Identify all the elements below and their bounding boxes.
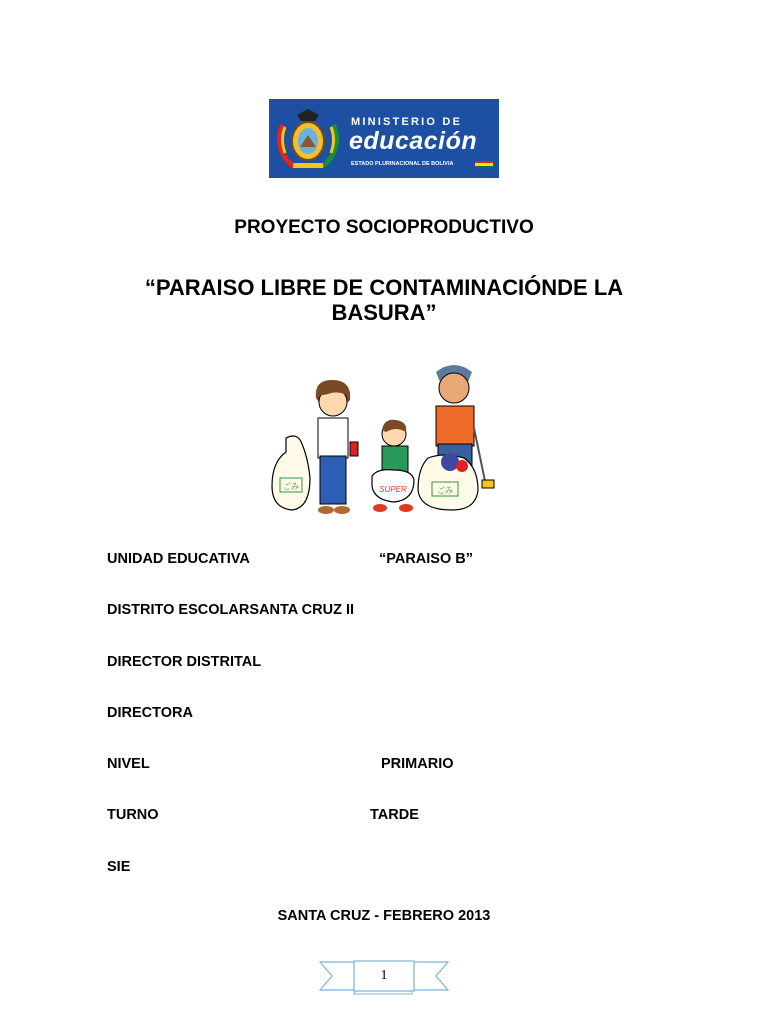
bag-label-middle: SUPER <box>379 485 407 494</box>
turno-value: TARDE <box>370 807 419 823</box>
project-title: “PARAISO LIBRE DE CONTAMINACIÓNDE LA BASURA” <box>144 275 624 325</box>
bolivia-flag-icon <box>475 161 493 168</box>
ministry-logo <box>269 99 499 178</box>
logo-line3: ESTADO PLURINACIONAL DE BOLIVIA <box>351 161 454 167</box>
woman-figure <box>316 380 358 514</box>
sie-label: SIE <box>107 859 131 875</box>
page-number-ribbon <box>318 958 450 996</box>
distrito-escolar: DISTRITO ESCOLARSANTA CRUZ II <box>107 602 355 618</box>
unidad-educativa-label: UNIDAD EDUCATIVA <box>107 551 250 567</box>
coat-of-arms-icon <box>275 105 341 173</box>
bag-label-right: ごみ <box>437 486 453 495</box>
bag-label-left: ごみ <box>283 482 299 491</box>
unidad-educativa-value: “PARAISO B” <box>379 551 473 567</box>
nivel-label: NIVEL <box>107 756 150 772</box>
family-recycling-illustration <box>268 358 500 520</box>
directora-label: DIRECTORA <box>107 705 193 721</box>
page-number: 1 <box>380 968 388 983</box>
child-figure <box>372 420 414 512</box>
director-distrital-label: DIRECTOR DISTRITAL <box>107 654 262 670</box>
nivel-value: PRIMARIO <box>381 756 454 772</box>
place-date: SANTA CRUZ - FEBRERO 2013 <box>277 908 491 924</box>
project-heading: PROYECTO SOCIOPRODUCTIVO <box>234 217 534 238</box>
trash-bag-left <box>272 436 310 510</box>
logo-line1: MINISTERIO DE <box>351 116 463 128</box>
logo-line2: educación <box>349 127 478 155</box>
turno-label: TURNO <box>107 807 159 823</box>
